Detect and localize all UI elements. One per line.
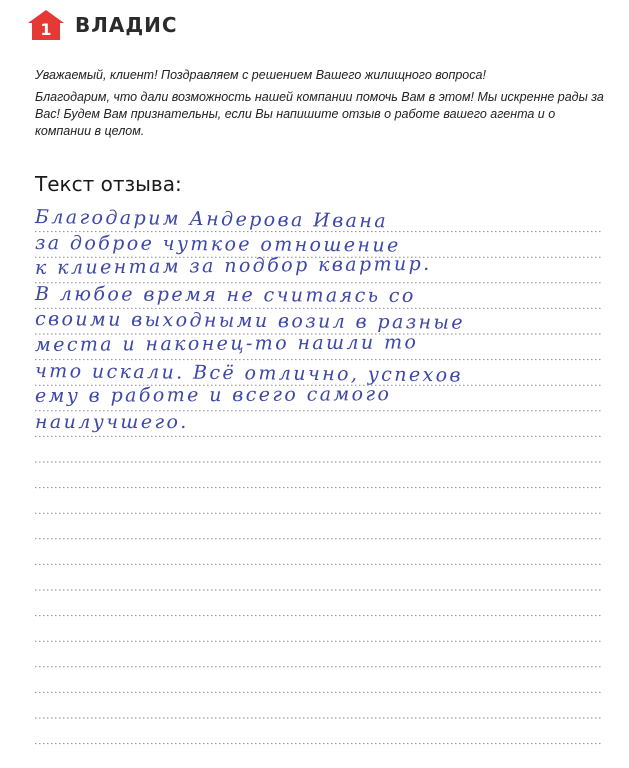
review-line: ему в работе и всего самого <box>34 383 392 408</box>
request-paragraph: Благодарим, что дали возможность нашей компании помочь Вам в этом! Мы искренне рады за Вас! Будем Вам признательны, если Вы напишите отзыв о работе вашего агента и о компании в целом. <box>35 90 604 138</box>
review-line: своими выходными возил в разные <box>34 308 466 335</box>
header <box>27 9 178 41</box>
review-title: Текст отзыва: <box>35 172 182 196</box>
logo-digit: 1 <box>40 20 52 39</box>
review-line: Благодарим Андерова Ивана <box>34 206 389 233</box>
review-line: наилучшего. <box>35 410 189 433</box>
intro-text <box>35 67 605 145</box>
review-line: места и наконец-то нашли то <box>34 331 419 356</box>
brand-name: ВЛАДИС <box>75 13 178 37</box>
greeting-line: Уважаемый, клиент! Поздравляем с решением Вашего жилищного вопроса! <box>35 68 486 82</box>
review-line: В любое время не считаясь со <box>34 282 416 307</box>
house-key-icon <box>27 9 65 41</box>
handwritten-review <box>35 205 601 435</box>
review-line: что искали. Всё отлично, успехов <box>34 359 464 387</box>
review-line: за доброе чуткое отношение <box>34 231 401 257</box>
review-line: к клиентам за подбор квартир. <box>34 253 432 280</box>
